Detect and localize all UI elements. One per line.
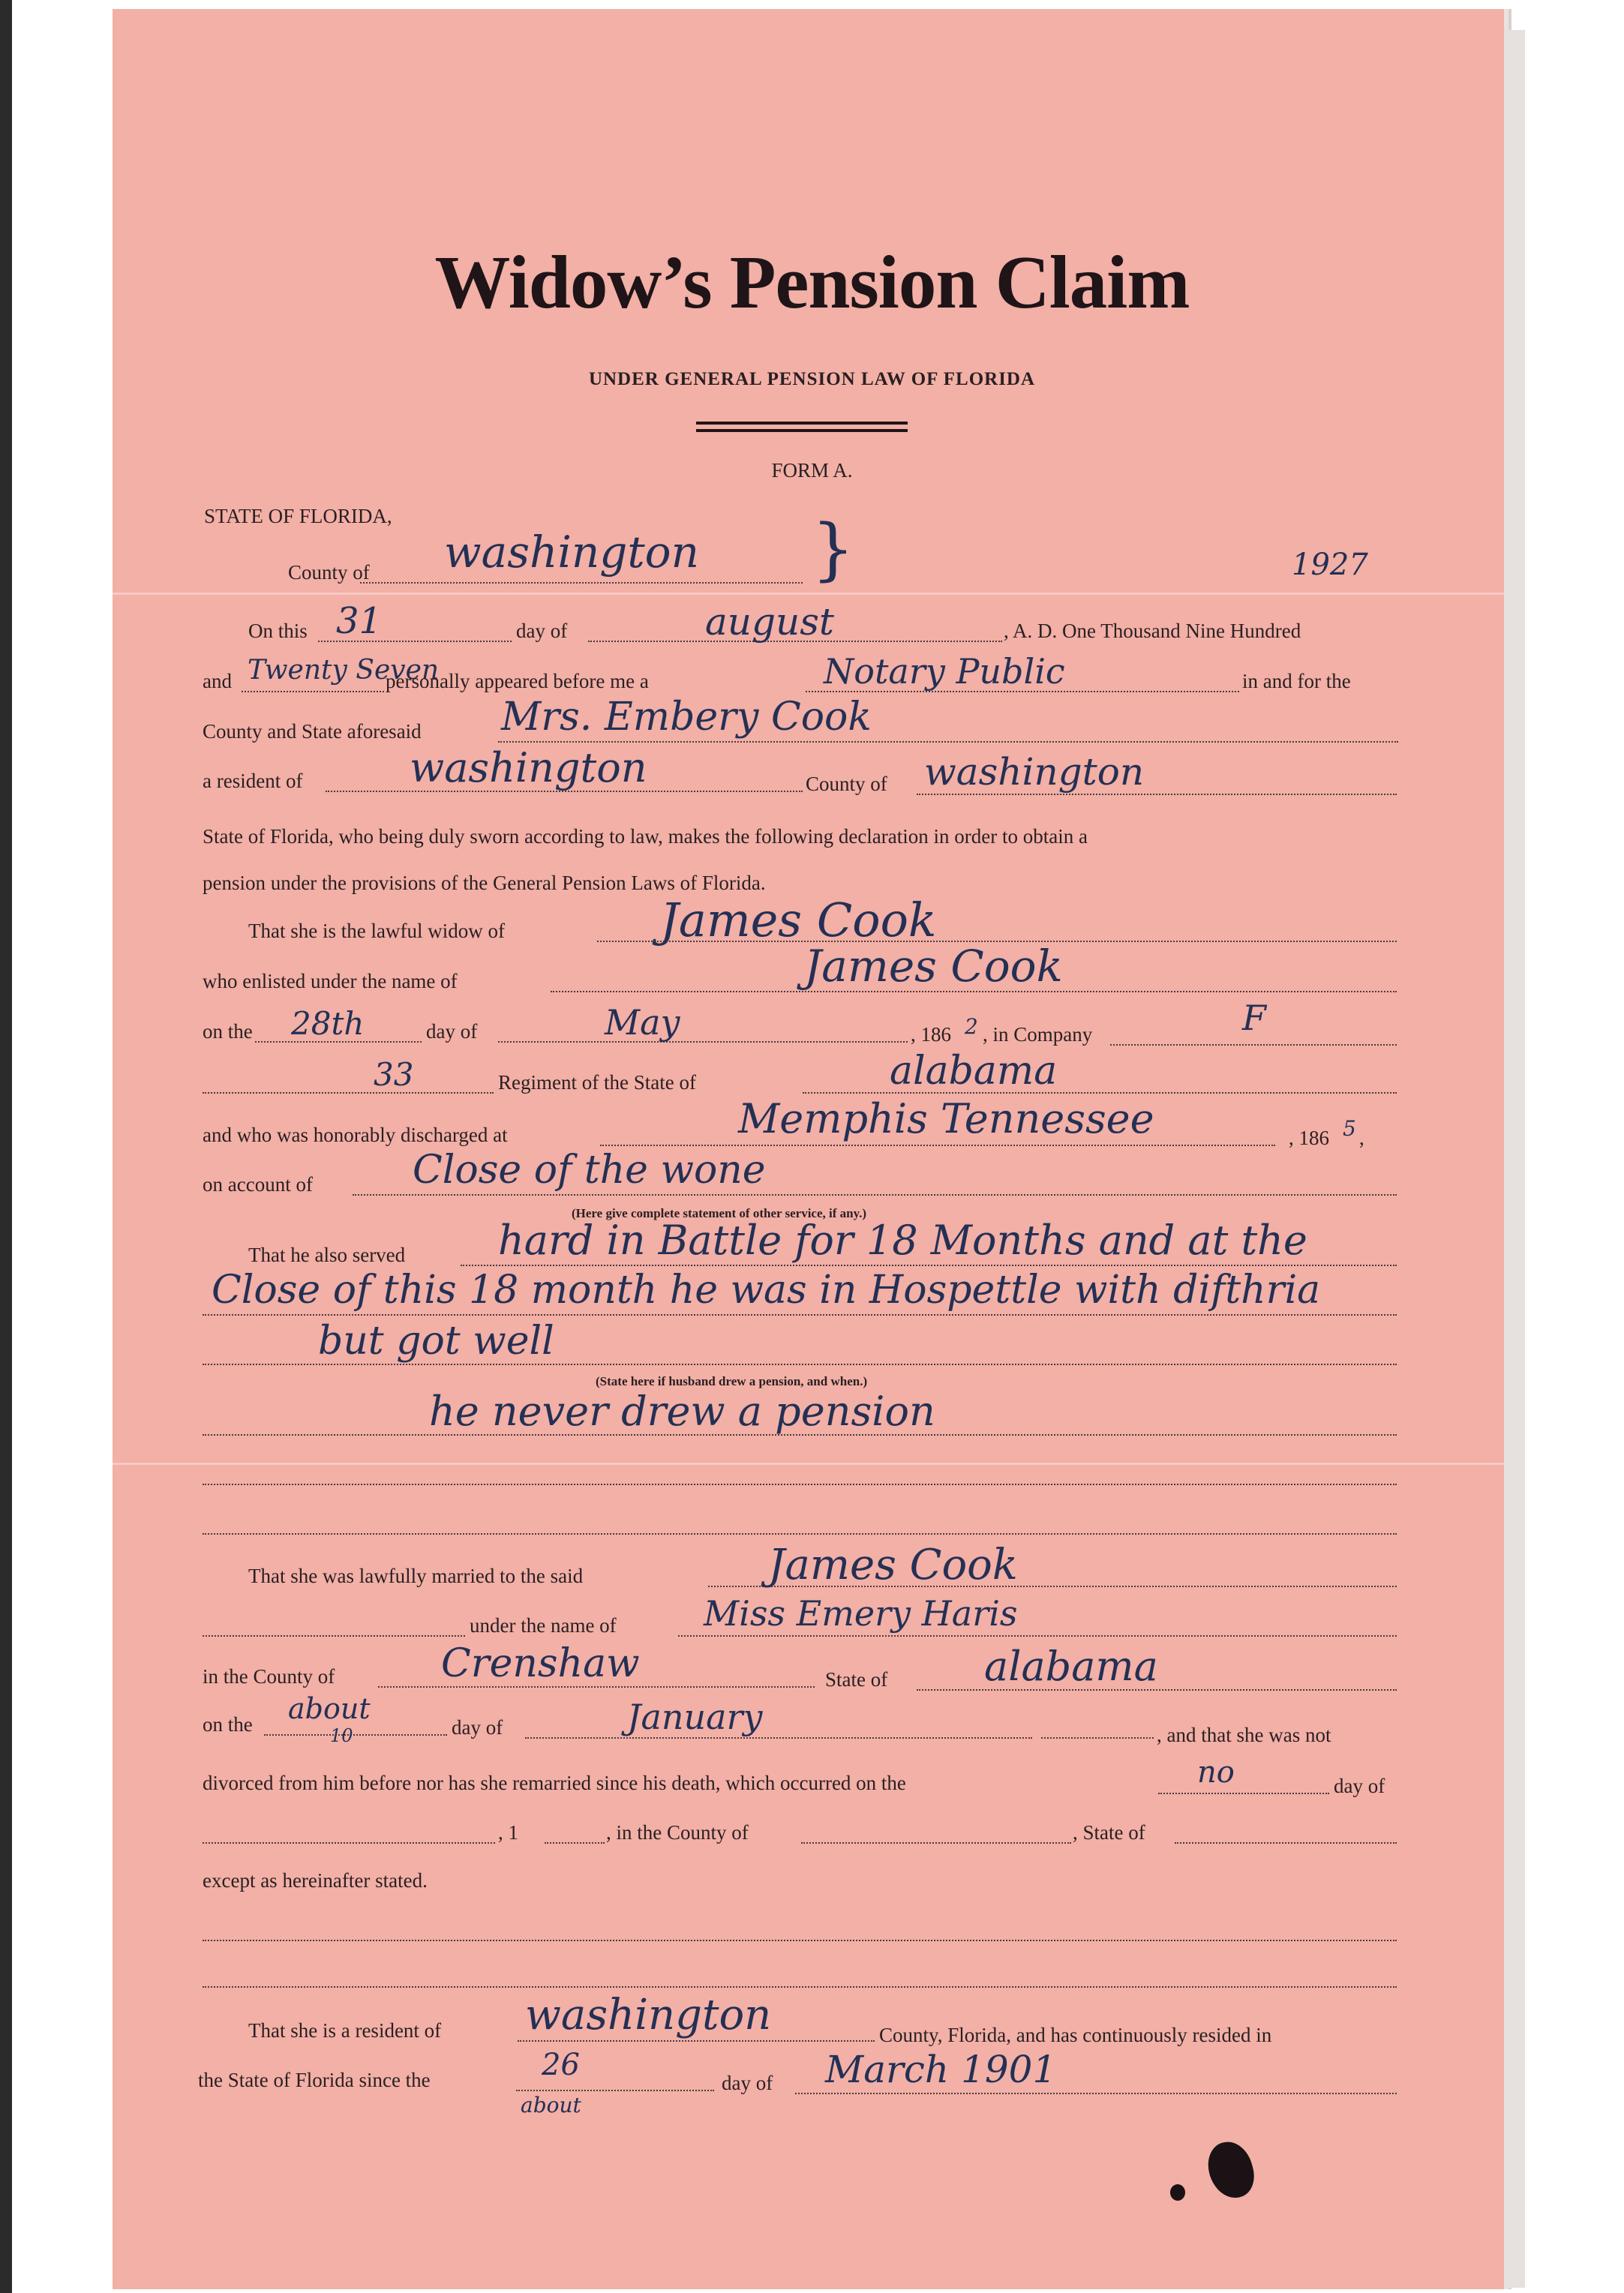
fold-crease: [113, 1463, 1504, 1465]
aforesaid-label: County and State aforesaid: [203, 720, 422, 743]
discharged-line: [600, 1145, 1275, 1146]
year-186-label: , 186: [911, 1023, 951, 1046]
resident-of-label: a resident of: [203, 770, 303, 792]
county-line: [360, 582, 803, 584]
ad-label: , A. D. One Thousand Nine Hundred: [1004, 620, 1301, 642]
year-1-label: , 1: [498, 1821, 518, 1844]
year-comma: ,: [1359, 1127, 1364, 1149]
under-name-label: under the name of: [470, 1614, 617, 1637]
on-the-label-2: on the: [203, 1713, 253, 1736]
in-and-for-label: in and for the: [1242, 670, 1351, 692]
state-label: STATE OF FLORIDA,: [204, 505, 392, 527]
service-handwritten-2: Close of this 18 month he was in Hospettle with difthria: [212, 1268, 1321, 1313]
maiden-line: [678, 1635, 1397, 1637]
also-served-label: That he also served: [248, 1244, 406, 1266]
and-label: and: [203, 670, 232, 692]
marriage-county-line: [378, 1686, 815, 1688]
except-text: except as hereinafter stated.: [203, 1869, 428, 1892]
enlist-month-handwritten: May: [605, 1002, 680, 1043]
discharge-reason-handwritten: Close of the wone: [413, 1148, 766, 1193]
company-handwritten: F: [1242, 998, 1266, 1038]
fold-crease: [113, 593, 1504, 595]
officer-handwritten: Notary Public: [824, 651, 1065, 692]
marriage-day-sub-handwritten: 10: [330, 1725, 353, 1746]
except-line-1: [203, 1940, 1397, 1941]
appeared-label: personally appeared before me a: [386, 670, 649, 692]
maiden-name-handwritten: Miss Emery Haris: [704, 1593, 1018, 1634]
death-county-line: [801, 1842, 1071, 1844]
state-of-label: State of: [825, 1668, 888, 1691]
account-line: [353, 1194, 1397, 1196]
since-day-sub-handwritten: about: [521, 2093, 581, 2117]
served-line-3: [203, 1364, 1397, 1365]
since-day-handwritten: 26: [542, 2048, 580, 2082]
account-label: on account of: [203, 1173, 313, 1196]
death-day-line: [1158, 1793, 1329, 1794]
title-rule: [696, 422, 908, 425]
marriage-day-handwritten: about: [288, 1692, 371, 1725]
claimant-line: [498, 741, 1398, 743]
year-words-handwritten: Twenty Seven: [248, 655, 440, 686]
county-label: County of: [288, 561, 370, 584]
enlisted-handwritten: James Cook: [804, 941, 1063, 992]
day-handwritten: 31: [336, 600, 383, 642]
ink-blot-drop: [1170, 2184, 1185, 2201]
pension-line-2: [203, 1484, 1397, 1485]
pension-note: (State here if husband drew a pension, and when.): [596, 1374, 868, 1388]
resident-place-handwritten: washington: [410, 744, 647, 791]
discharge-year-digit-handwritten: 5: [1343, 1116, 1356, 1141]
since-day-line: [516, 2090, 714, 2091]
year-note-handwritten: 1927: [1292, 548, 1368, 582]
year-186-label-2: , 186: [1289, 1127, 1329, 1149]
since-month-line: [795, 2093, 1397, 2094]
pension-statement-handwritten: he never drew a pension: [429, 1388, 935, 1435]
except-line-2: [203, 1986, 1397, 1988]
other-service-note: (Here give complete statement of other service, if any.): [572, 1206, 867, 1220]
death-day-handwritten: no: [1197, 1755, 1235, 1790]
form-number: FORM A.: [771, 459, 853, 482]
served-line-2: [203, 1314, 1397, 1316]
county-of-label-2: County of: [806, 773, 887, 795]
death-month-line: [203, 1842, 495, 1844]
resident-county-line: [917, 794, 1397, 795]
title-rule: [696, 429, 908, 432]
form-title: Widow’s Pension Claim: [434, 240, 1190, 324]
regiment-label: Regiment of the State of: [498, 1071, 696, 1094]
residence-county-handwritten: washington: [525, 1991, 772, 2039]
company-line: [1110, 1044, 1397, 1046]
marriage-day-line: [264, 1734, 447, 1736]
discharged-label: and who was honorably discharged at: [203, 1124, 508, 1146]
state-of-label-2: , State of: [1073, 1821, 1145, 1844]
death-state-line: [1175, 1842, 1397, 1844]
resided-text: County, Florida, and has continuously resided in: [879, 2024, 1272, 2046]
regiment-state-handwritten: alabama: [890, 1049, 1058, 1094]
marriage-state-handwritten: alabama: [984, 1643, 1158, 1690]
county-handwritten: washington: [444, 527, 699, 578]
form-subtitle: UNDER GENERAL PENSION LAW OF FLORIDA: [588, 369, 1036, 389]
in-county-label-2: , in the County of: [606, 1821, 749, 1844]
enlist-day-handwritten: 28th: [291, 1005, 365, 1042]
married-label: That she was lawfully married to the said: [248, 1565, 584, 1587]
widow-of-handwritten: James Cook: [660, 893, 937, 947]
enlisted-label: who enlisted under the name of: [203, 970, 458, 992]
death-year-line: [545, 1842, 605, 1844]
married-to-handwritten: James Cook: [768, 1541, 1018, 1589]
year-words-line: [242, 691, 384, 692]
on-this-label: On this: [248, 620, 308, 642]
day-of-label-5: day of: [722, 2072, 773, 2094]
resident-label: That she is a resident of: [248, 2019, 442, 2042]
provisions-text: pension under the provisions of the General Pension Laws of Florida.: [203, 872, 766, 894]
marriage-month-handwritten: January: [627, 1697, 763, 1737]
day-of-label-3: day of: [452, 1716, 503, 1739]
month-handwritten: august: [705, 600, 834, 644]
day-of-label-2: day of: [426, 1020, 478, 1043]
marriage-year-line: [1041, 1737, 1154, 1739]
since-month-year-handwritten: March 1901: [825, 2048, 1057, 2091]
divorced-text: divorced from him before nor has she remarried since his death, which occurred on the: [203, 1772, 906, 1794]
sworn-text: State of Florida, who being duly sworn according to law, makes the following declaration in order to obtain a: [203, 825, 1088, 848]
claimant-handwritten: Mrs. Embery Cook: [501, 695, 872, 740]
maiden-pre-line: [203, 1635, 465, 1637]
not-divorced-tail: , and that she was not: [1157, 1724, 1331, 1746]
company-label: , in Company: [983, 1023, 1093, 1046]
service-handwritten-3: but got well: [318, 1319, 554, 1364]
scanner-frame-edge: [0, 0, 12, 2293]
regiment-no-line: [203, 1092, 494, 1094]
discharged-handwritten: Memphis Tennessee: [738, 1095, 1154, 1142]
service-handwritten-1: hard in Battle for 18 Months and at the: [498, 1217, 1307, 1264]
on-the-label: on the: [203, 1020, 253, 1043]
since-label: the State of Florida since the: [198, 2069, 431, 2091]
resident-county-handwritten: washington: [924, 750, 1145, 794]
enlist-month-line: [498, 1041, 908, 1043]
regiment-no-handwritten: 33: [374, 1056, 414, 1093]
enlist-year-digit-handwritten: 2: [965, 1014, 978, 1039]
marriage-month-line: [525, 1737, 1032, 1739]
widow-of-label: That she is the lawful widow of: [248, 920, 505, 942]
pension-line-3: [203, 1533, 1397, 1535]
marriage-county-handwritten: Crenshaw: [441, 1641, 640, 1686]
day-of-label-4: day of: [1334, 1775, 1385, 1797]
served-line-1: [461, 1265, 1397, 1266]
in-county-label: in the County of: [203, 1665, 335, 1688]
day-of-label: day of: [516, 620, 568, 642]
county-brace: }: [812, 510, 855, 589]
residence-county-line: [518, 2040, 875, 2042]
